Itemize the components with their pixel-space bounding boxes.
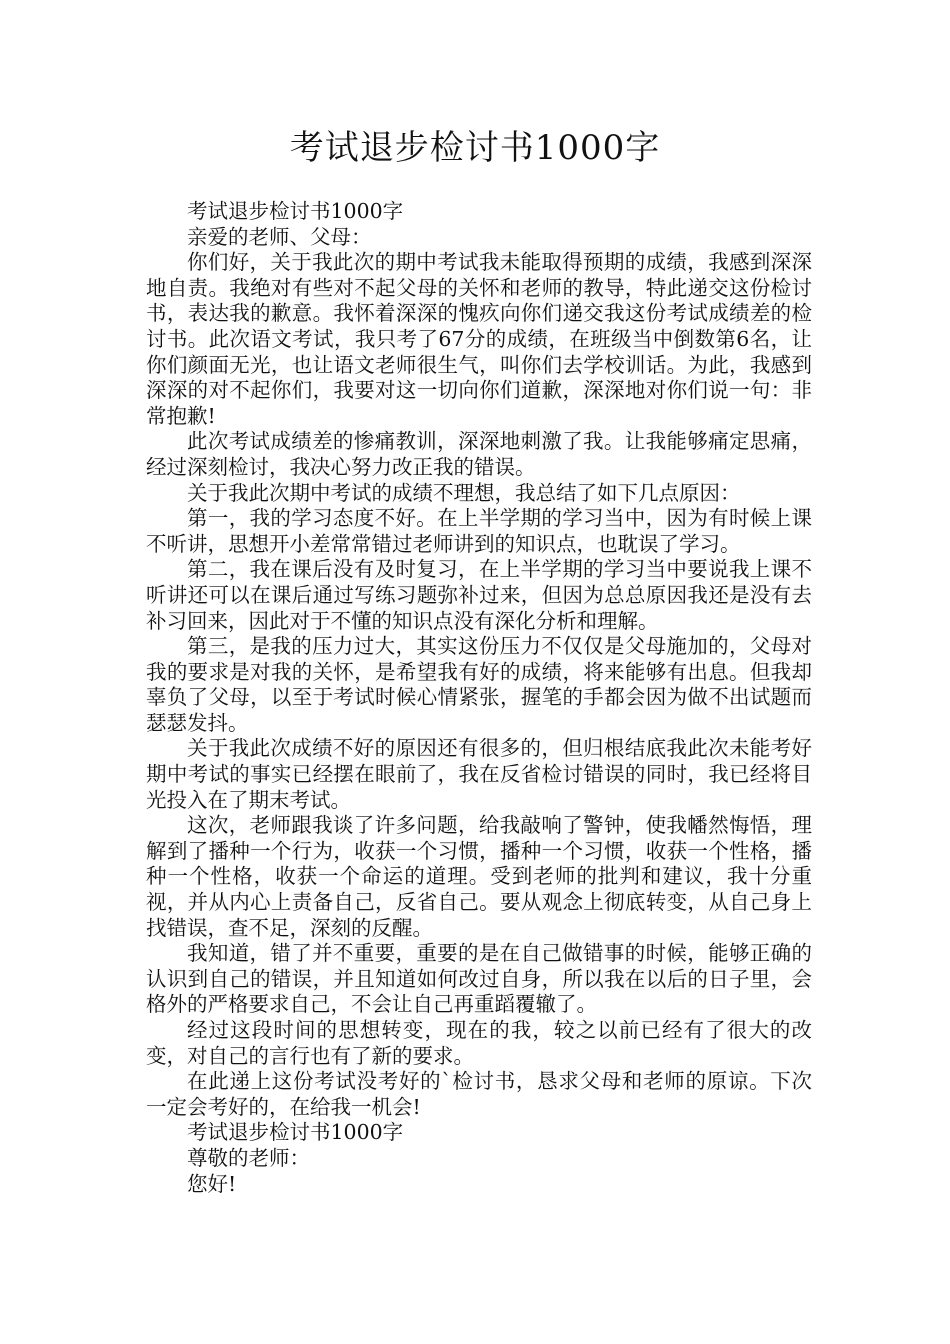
paragraph-understanding: 我知道，错了并不重要，重要的是在自己做错事的时候，能够正确的认识到自己的错误，并且知道如何改过自身，所以我在以后的日子里，会格外的严格要求自己，不会让自己再重蹈覆辙了。: [146, 941, 812, 1017]
paragraph-reflection: 关于我此次成绩不好的原因还有很多的，但归根结底我此次未能考好期中考试的事实已经摆在眼前了，我在反省检讨错误的同时，我已经将目光投入在了期末考试。: [146, 736, 812, 812]
paragraph-lesson: 此次考试成绩差的惨痛教训，深深地刺激了我。让我能够痛定思痛，经过深刻检讨，我决心努力改正我的错误。: [146, 429, 812, 479]
paragraph-reason-two: 第二，我在课后没有及时复习，在上半学期的学习当中要说我上课不听讲还可以在课后通过写练习题弥补过来，但因为总总原因我还是没有去补习回来，因此对于不懂的知识点没有深化分析和理解。: [146, 557, 812, 633]
paragraph-second-salutation: 尊敬的老师：: [187, 1145, 310, 1170]
paragraph-second-title: 考试退步检讨书1000字: [187, 1120, 404, 1145]
paragraph-reasons-intro: 关于我此次期中考试的成绩不理想，我总结了如下几点原因：: [187, 480, 741, 505]
paragraph-request: 在此递上这份考试没考好的`检讨书，恳求父母和老师的原谅。下次一定会考好的，在给我一机会!: [146, 1069, 812, 1119]
paragraph-subtitle: 考试退步检讨书1000字: [187, 199, 404, 223]
paragraph-opening: 你们好，关于我此次的期中考试我未能取得预期的成绩，我感到深深地自责。我绝对有些对不起父母的关怀和老师的教导，特此递交这份检讨书，表达我的歉意。我怀着深深的愧疚向你们递交我这份考试成绩差的检讨书。此次语文考试，我只考了67分的成绩，在班级当中倒数第6名，让你们颜面无光，也让语文老师很生气，叫你们去学校训话。为此，我感到深深的对不起你们，我要对这一切向你们道歉，深深地对你们说一句：非常抱歉!: [146, 250, 812, 428]
paragraph-salutation: 亲爱的老师、父母：: [187, 224, 372, 249]
paragraph-change: 经过这段时间的思想转变，现在的我，较之以前已经有了很大的改变，对自己的言行也有了新的要求。: [146, 1018, 812, 1068]
paragraph-greeting: 您好!: [187, 1171, 237, 1196]
document-body: [146, 199, 812, 1197]
paragraph-teacher-talk: 这次，老师跟我谈了许多问题，给我敲响了警钟，使我幡然悔悟，理解到了播种一个行为，收获一个习惯，播种一个习惯，收获一个性格，播种一个性格，收获一个命运的道理。受到老师的批判和建议，我十分重视，并从内心上责备自己，反省自己。要从观念上彻底转变，从自己身上找错误，查不足，深刻的反醒。: [146, 813, 812, 940]
paragraph-reason-three: 第三，是我的压力过大，其实这份压力不仅仅是父母施加的，父母对我的要求是对我的关怀，是希望我有好的成绩，将来能够有出息。但我却辜负了父母，以至于考试时候心情紧张，握笔的手都会因为做不出试题而瑟瑟发抖。: [146, 634, 812, 735]
document-title: 考试退步检讨书1000字: [289, 128, 661, 168]
paragraph-reason-one: 第一，我的学习态度不好。在上半学期的学习当中，因为有时候上课不听讲，思想开小差常常错过老师讲到的知识点，也耽误了学习。: [146, 506, 812, 556]
